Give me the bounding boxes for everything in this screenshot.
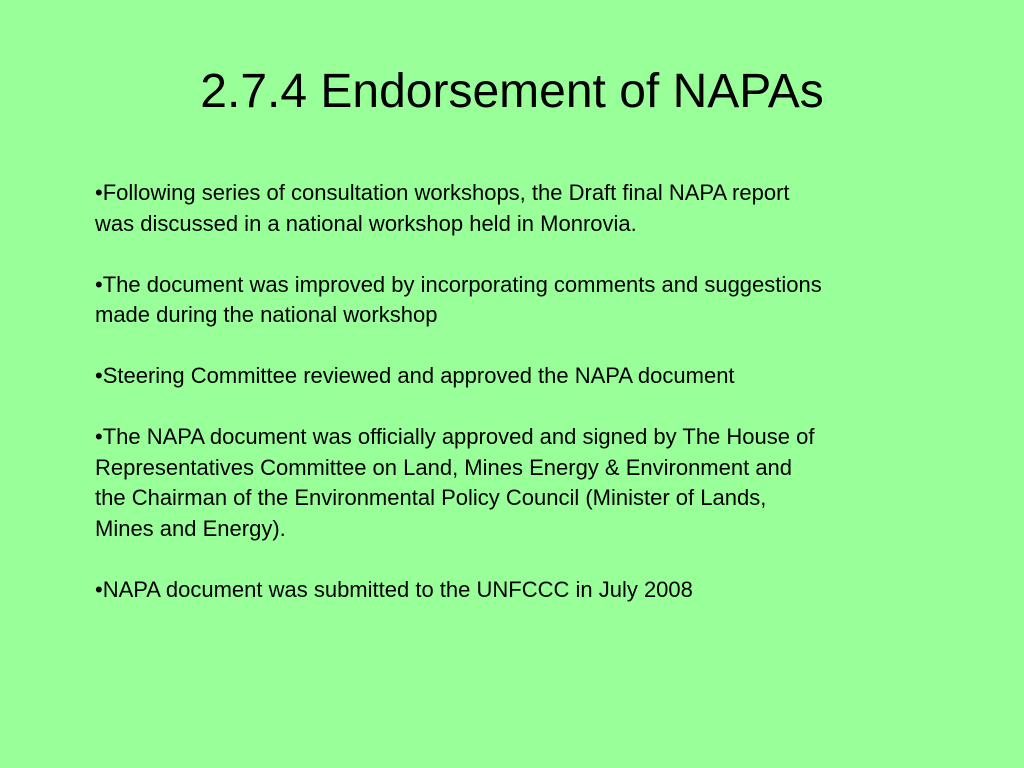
bullet-item [95, 270, 975, 331]
bullet-text-line: Representatives Committee on Land, Mines Energy & Environment and [95, 454, 793, 480]
bullet-marker: • [95, 424, 103, 449]
bullet-text-line: The document was improved by incorporating comments and suggestions [102, 271, 822, 297]
slide-title: 2.7.4 Endorsement of NAPAs [200, 65, 824, 118]
bullet-item [95, 575, 975, 606]
bullet-text-line: The NAPA document was officially approved and signed by The House of [102, 424, 815, 449]
bullet-text-line: the Chairman of the Environmental Policy Council (Minister of Lands, [95, 485, 767, 510]
bullet-text-line: Steering Committee reviewed and approved the NAPA document [102, 363, 735, 388]
bullet-marker: • [95, 271, 103, 297]
bullet-text-line: Mines and Energy). [95, 515, 286, 541]
bullet-item [95, 422, 975, 544]
bullet-text-line: NAPA document was submitted to the UNFCCC in July 2008 [102, 576, 693, 602]
bullet-item [95, 361, 975, 392]
bullet-text-line: was discussed in a national workshop held in Monrovia. [95, 210, 637, 236]
bullet-marker: • [95, 576, 103, 602]
bullet-list [95, 178, 975, 605]
bullet-marker: • [95, 363, 103, 388]
bullet-text-line: Following series of consultation workshops, the Draft final NAPA report [102, 180, 790, 205]
bullet-item [95, 178, 975, 239]
bullet-text-line: made during the national workshop [95, 302, 438, 327]
bullet-marker: • [95, 180, 103, 205]
